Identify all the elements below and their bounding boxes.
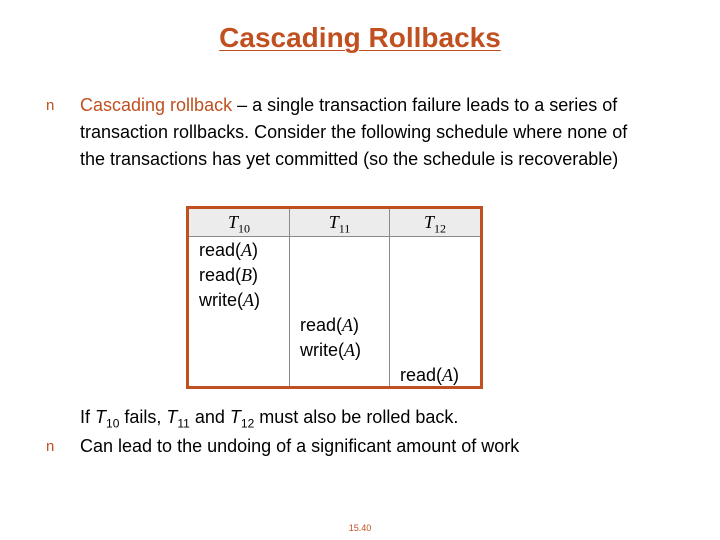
page-number: 15.40 <box>348 523 372 533</box>
header-name: T <box>328 212 339 232</box>
bullet-body: – a single transaction failure leads to a series of transaction rollbacks. Consider the following schedule where none of the transactions has yet committed (so the schedule is recoverable) <box>80 95 628 169</box>
column-header-t11 <box>290 209 389 237</box>
column-header-t10 <box>189 209 289 237</box>
bullet-undoing-work <box>46 433 646 460</box>
note-sub: 10 <box>106 416 120 431</box>
header-name: T <box>227 212 238 232</box>
bullet-term: Cascading rollback <box>80 95 233 115</box>
note-text: fails, <box>119 407 167 427</box>
slide-title: Cascading Rollbacks <box>219 22 501 53</box>
note-sub: 11 <box>177 416 190 431</box>
note-transaction: T <box>229 407 241 427</box>
schedule-column-t11 <box>289 209 389 386</box>
schedule-operation: read(A) <box>400 365 460 385</box>
schedule-operation: write(A) <box>300 340 361 360</box>
bullet-cascading-rollback <box>46 92 646 173</box>
header-name: T <box>423 212 434 232</box>
schedule-column-t12 <box>389 209 480 386</box>
bullet-marker: n <box>46 438 55 455</box>
schedule-operation: write(A) <box>199 290 260 310</box>
note-text: must also be rolled back. <box>254 407 459 427</box>
note-sub: 12 <box>240 416 255 431</box>
schedule-operation: read(B) <box>199 265 259 285</box>
note-text: If <box>80 407 96 427</box>
note-transaction: T <box>95 407 107 427</box>
bullet-marker: n <box>46 97 55 114</box>
header-sub: 11 <box>338 221 351 236</box>
schedule-operation: read(A) <box>300 315 360 335</box>
schedule-operation: read(A) <box>199 240 259 260</box>
bullet-text <box>80 92 646 173</box>
bullet-text: Can lead to the undoing of a significant amount of work <box>80 436 520 456</box>
header-sub: 12 <box>434 221 446 236</box>
schedule-column-t10 <box>189 209 289 386</box>
note-transaction: T <box>166 407 178 427</box>
header-sub: 10 <box>238 221 250 236</box>
column-header-t12 <box>390 209 480 237</box>
note-text: and <box>189 407 230 427</box>
schedule-table <box>186 206 483 389</box>
